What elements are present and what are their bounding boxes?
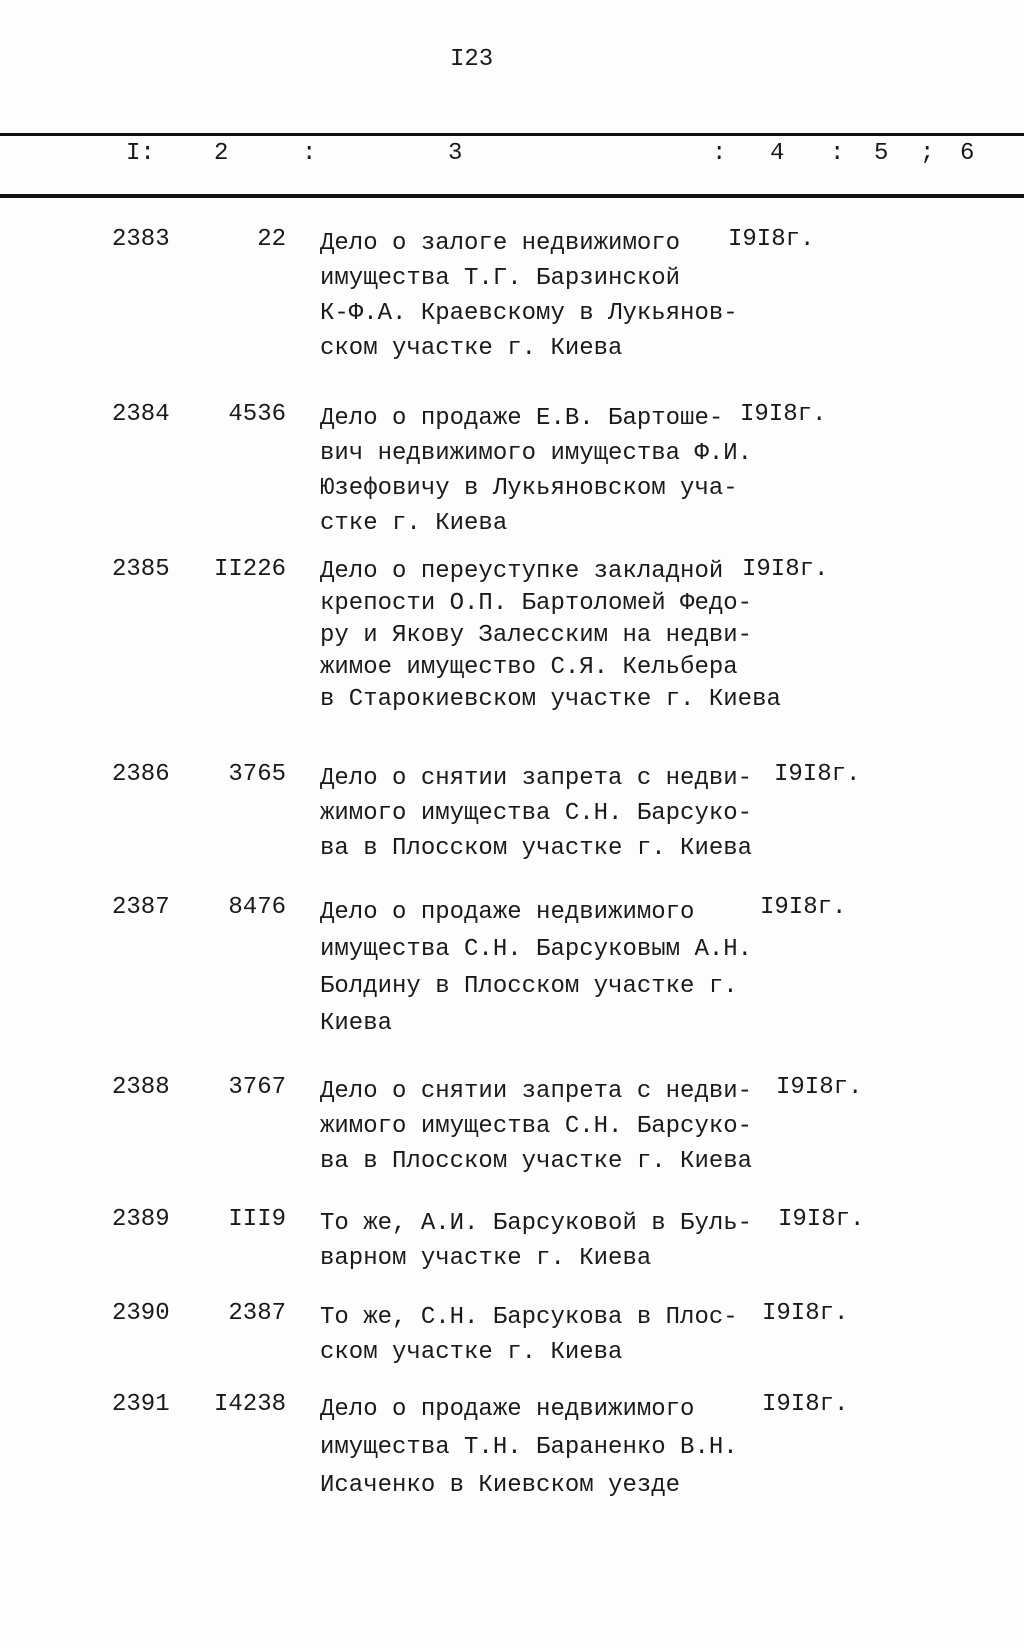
title-line: ском участке г. Киева	[320, 1339, 623, 1366]
title-line: жимого имущества С.Н. Барсуко-	[320, 800, 753, 827]
header-sep: ;	[920, 140, 935, 167]
title-line: ском участке г. Киева	[320, 335, 623, 362]
page-number: I23	[450, 46, 494, 73]
record-year: I9I8г.	[728, 226, 815, 253]
record-number: 2383	[112, 226, 170, 253]
reference-number: 3765	[228, 761, 286, 788]
record-number: 2386	[112, 761, 170, 788]
reference-number: 22	[257, 226, 286, 253]
header-col: 5	[874, 140, 889, 167]
reference-number: 2387	[228, 1300, 286, 1327]
reference-number: 8476	[228, 894, 286, 921]
record-number: 2387	[112, 894, 170, 921]
record-title	[320, 1206, 752, 1276]
record-year: I9I8г.	[776, 1074, 863, 1101]
title-line: стке г. Киева	[320, 510, 508, 537]
record-number: 2384	[112, 401, 170, 428]
header-col: 6	[960, 140, 975, 167]
title-line: имущества Т.Г. Барзинской	[320, 265, 681, 292]
header-top-rule	[0, 133, 1024, 136]
record-number: 2390	[112, 1300, 170, 1327]
record-title	[320, 1391, 738, 1505]
title-line: Исаченко в Киевском уезде	[320, 1472, 681, 1499]
record-number: 2391	[112, 1391, 170, 1418]
title-line: Дело о залоге недвижимого	[320, 230, 681, 257]
record-title	[320, 1300, 738, 1370]
record-year: I9I8г.	[760, 894, 847, 921]
title-line: жимого имущества С.Н. Барсуко-	[320, 1113, 753, 1140]
record-title	[320, 761, 752, 866]
column-header	[0, 140, 1024, 170]
reference-number: III9	[228, 1206, 286, 1233]
record-year: I9I8г.	[774, 761, 861, 788]
reference-number: II226	[213, 556, 286, 583]
title-line: имущества Т.Н. Бараненко В.Н.	[320, 1434, 738, 1461]
title-line: То же, С.Н. Барсукова в Плос-	[320, 1304, 738, 1331]
title-line: жимое имущество С.Я. Кельбера	[320, 654, 738, 681]
title-line: Дело о продаже недвижимого	[320, 1396, 695, 1423]
title-line: ва в Плосском участке г. Киева	[320, 1148, 753, 1175]
record-title	[320, 401, 752, 541]
header-col: 3	[448, 140, 463, 167]
title-line: крепости О.П. Бартоломей Федо-	[320, 590, 753, 617]
title-line: Дело о снятии запрета с недви-	[320, 765, 753, 792]
reference-number: I4238	[213, 1391, 286, 1418]
title-line: Дело о продаже недвижимого	[320, 899, 695, 926]
header-bottom-rule	[0, 194, 1024, 198]
record-year: I9I8г.	[740, 401, 827, 428]
title-line: К-Ф.А. Краевскому в Лукьянов-	[320, 300, 738, 327]
record-title	[320, 894, 752, 1042]
header-col: 2	[214, 140, 229, 167]
record-title	[320, 1074, 752, 1179]
title-line: Дело о продаже Е.В. Бартоше-	[320, 405, 724, 432]
header-sep: :	[302, 140, 317, 167]
reference-number: 3767	[228, 1074, 286, 1101]
header-sep: :	[712, 140, 727, 167]
record-title	[320, 226, 738, 366]
record-year: I9I8г.	[762, 1300, 849, 1327]
title-line: Юзефовичу в Лукьяновском уча-	[320, 475, 738, 502]
record-number: 2389	[112, 1206, 170, 1233]
title-line: варном участке г. Киева	[320, 1245, 652, 1272]
title-line: ва в Плосском участке г. Киева	[320, 835, 753, 862]
record-year: I9I8г.	[762, 1391, 849, 1418]
record-number: 2385	[112, 556, 170, 583]
title-line: Киева	[320, 1010, 393, 1037]
title-line: Болдину в Плосском участке г.	[320, 973, 738, 1000]
title-line: вич недвижимого имущества Ф.И.	[320, 440, 753, 467]
title-line: в Старокиевском участке г. Киева	[320, 686, 781, 713]
title-line: Дело о снятии запрета с недви-	[320, 1078, 753, 1105]
title-line: ру и Якову Залесским на недви-	[320, 622, 753, 649]
reference-number: 4536	[228, 401, 286, 428]
record-title	[320, 556, 781, 716]
record-year: I9I8г.	[742, 556, 829, 583]
header-col: 4	[770, 140, 785, 167]
title-line: имущества С.Н. Барсуковым А.Н.	[320, 936, 753, 963]
header-sep: :	[830, 140, 845, 167]
header-col: I:	[126, 140, 155, 167]
title-line: То же, А.И. Барсуковой в Буль-	[320, 1210, 753, 1237]
record-year: I9I8г.	[778, 1206, 865, 1233]
title-line: Дело о переуступке закладной	[320, 558, 724, 585]
record-number: 2388	[112, 1074, 170, 1101]
